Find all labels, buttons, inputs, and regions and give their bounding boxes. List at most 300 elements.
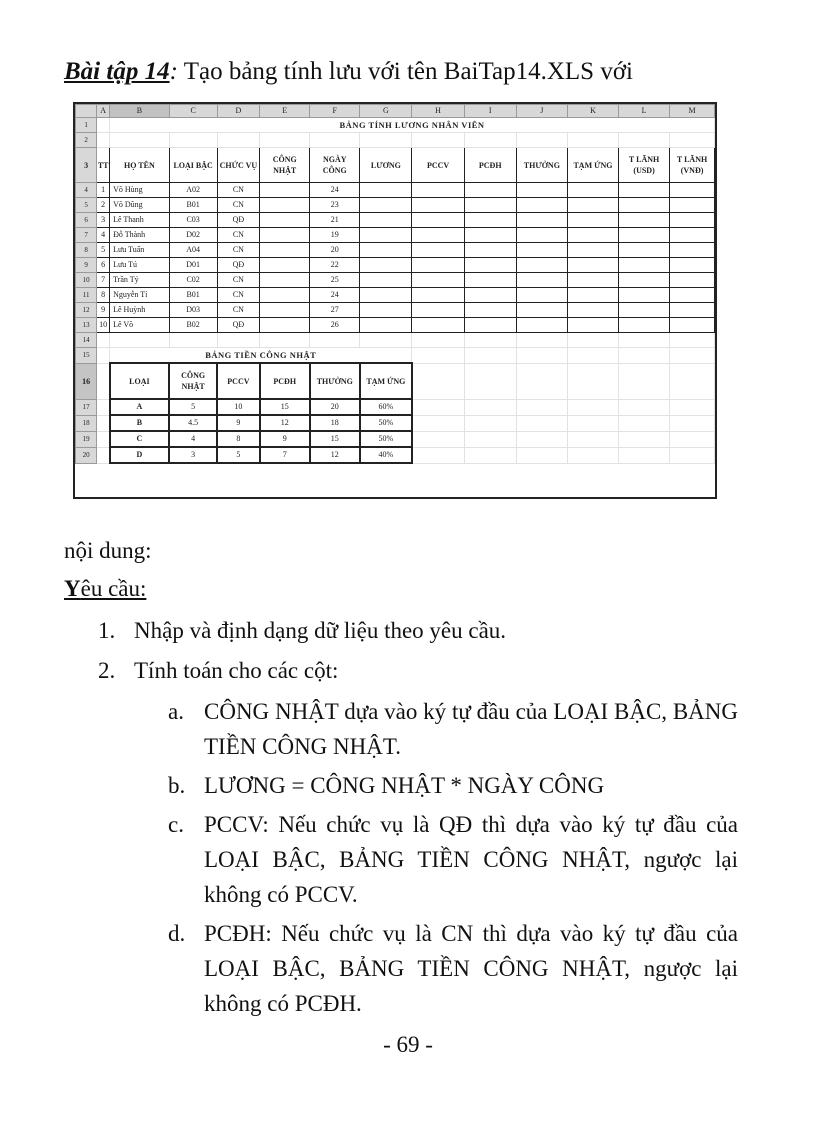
empty-cell (567, 288, 618, 303)
salary-column-header: HỌ TÊN (110, 148, 170, 183)
rate-cell: A (110, 399, 170, 415)
requirements-label-initial: Y (64, 576, 81, 601)
row-header: 10 (76, 273, 97, 288)
empty-cell (516, 318, 567, 333)
employee-row (76, 318, 715, 333)
rate-column-header: PCCV (217, 363, 260, 399)
empty-cell (360, 273, 412, 288)
rate-cell: 5 (169, 399, 217, 415)
employee-role: CN (217, 303, 260, 318)
employee-name: Đỗ Thành (110, 228, 170, 243)
sheet-cell (412, 348, 464, 364)
rate-column-header: THƯỞNG (310, 363, 360, 399)
empty-cell (516, 243, 567, 258)
employee-tt: 6 (97, 258, 110, 273)
empty-cell (619, 213, 670, 228)
sheet-cell (464, 133, 516, 148)
row-header: 12 (76, 303, 97, 318)
sheet-cell (464, 447, 516, 463)
employee-tt: 10 (97, 318, 110, 333)
rate-cell: 12 (310, 447, 360, 463)
empty-cell (360, 228, 412, 243)
empty-cell (619, 288, 670, 303)
row-header: 11 (76, 288, 97, 303)
column-header: B (110, 105, 170, 118)
rate-cell: 15 (260, 399, 310, 415)
empty-cell (619, 243, 670, 258)
employee-row (76, 198, 715, 213)
sheet-cell (516, 348, 567, 364)
sheet-cell (97, 447, 110, 463)
list-text: LƯƠNG = CÔNG NHẬT * NGÀY CÔNG (204, 773, 605, 798)
column-header: G (360, 105, 412, 118)
list-number: 1. (98, 618, 116, 643)
rate-cell: 5 (217, 447, 260, 463)
sheet-cell (567, 333, 618, 348)
employee-days: 22 (310, 258, 360, 273)
rate-cell: 4.5 (169, 415, 217, 431)
sheet-cell (516, 431, 567, 447)
requirements-label-rest: êu cầu: (80, 576, 147, 601)
sheet-cell (516, 333, 567, 348)
rate-row (76, 415, 715, 431)
rate-cell: 4 (169, 431, 217, 447)
calculation-list (168, 694, 738, 1025)
empty-cell (464, 198, 516, 213)
employee-tt: 1 (97, 183, 110, 198)
empty-cell (412, 288, 464, 303)
empty-cell (412, 183, 464, 198)
employee-days: 27 (310, 303, 360, 318)
empty-cell (360, 183, 412, 198)
employee-role: QĐ (217, 318, 260, 333)
rate-cell: 15 (310, 431, 360, 447)
empty-cell (567, 228, 618, 243)
row-header: 3 (76, 148, 97, 183)
sheet-cell (360, 333, 412, 348)
employee-days: 26 (310, 318, 360, 333)
employee-role: CN (217, 183, 260, 198)
employee-role: CN (217, 198, 260, 213)
sheet-cell (97, 415, 110, 431)
employee-row (76, 273, 715, 288)
sheet-cell (567, 133, 618, 148)
employee-row (76, 288, 715, 303)
sheet-row (76, 118, 715, 133)
sheet-row (76, 348, 715, 364)
sheet-cell (567, 415, 618, 431)
employee-name: Trần Tý (110, 273, 170, 288)
employee-days: 20 (310, 243, 360, 258)
rate-column-header: CÔNG NHẬT (169, 363, 217, 399)
rate-cell: 8 (217, 431, 260, 447)
empty-cell (670, 288, 715, 303)
empty-cell (567, 273, 618, 288)
sheet-cell (110, 133, 170, 148)
empty-cell (567, 318, 618, 333)
column-header-row (76, 105, 715, 118)
sheet-cell (670, 363, 715, 399)
empty-cell (670, 228, 715, 243)
sheet-cell (412, 333, 464, 348)
row-header: 16 (76, 363, 97, 399)
exercise-title: Bài tập 14 (64, 58, 170, 85)
rate-cell: 60% (360, 399, 412, 415)
sheet-cell (516, 447, 567, 463)
sheet-cell (97, 431, 110, 447)
rate-cell: 7 (260, 447, 310, 463)
employee-role: QĐ (217, 258, 260, 273)
empty-cell (516, 183, 567, 198)
sheet-cell (567, 348, 618, 364)
sheet-cell (567, 447, 618, 463)
empty-cell (619, 318, 670, 333)
empty-cell (619, 258, 670, 273)
employee-row (76, 258, 715, 273)
empty-cell (516, 303, 567, 318)
page-number: - 69 - (383, 1032, 433, 1057)
rate-row (76, 447, 715, 463)
employee-name: Lưu Tuấn (110, 243, 170, 258)
employee-tt: 4 (97, 228, 110, 243)
sheet-cell (619, 348, 670, 364)
rate-column-header: PCĐH (260, 363, 310, 399)
empty-cell (670, 273, 715, 288)
row-header: 14 (76, 333, 97, 348)
sheet-cell (260, 333, 310, 348)
rate-row (76, 431, 715, 447)
rate-column-header: TẠM ỨNG (360, 363, 412, 399)
rate-cell: 50% (360, 431, 412, 447)
sheet-cell (217, 133, 260, 148)
sheet-cell (464, 431, 516, 447)
empty-cell (567, 198, 618, 213)
empty-cell (464, 243, 516, 258)
salary-column-header: T LÃNH (VNĐ) (670, 148, 715, 183)
employee-tt: 5 (97, 243, 110, 258)
row-header: 4 (76, 183, 97, 198)
empty-cell (619, 198, 670, 213)
empty-cell (670, 258, 715, 273)
sheet-cell (97, 133, 110, 148)
empty-cell (260, 243, 310, 258)
rate-cell: 10 (217, 399, 260, 415)
exercise-title-colon: : (169, 58, 178, 85)
empty-cell (360, 258, 412, 273)
empty-cell (464, 213, 516, 228)
sheet-cell (97, 118, 110, 133)
sheet-row (76, 333, 715, 348)
empty-cell (412, 303, 464, 318)
employee-role: CN (217, 228, 260, 243)
sheet-cell (619, 133, 670, 148)
list-text: CÔNG NHẬT dựa vào ký tự đầu của LOẠI BẬC, BẢNG TIỀN CÔNG NHẬT. (204, 699, 738, 759)
salary-column-header: THƯỞNG (516, 148, 567, 183)
sheet-cell (169, 133, 217, 148)
empty-cell (619, 303, 670, 318)
employee-name: Võ Hùng (110, 183, 170, 198)
employee-rank: A04 (169, 243, 217, 258)
sheet-cell (97, 399, 110, 415)
sheet-cell (310, 133, 360, 148)
employee-rank: B02 (169, 318, 217, 333)
empty-cell (516, 198, 567, 213)
empty-cell (260, 303, 310, 318)
empty-cell (360, 243, 412, 258)
empty-cell (260, 198, 310, 213)
sheet-cell (567, 399, 618, 415)
empty-cell (619, 228, 670, 243)
sheet-cell (619, 399, 670, 415)
empty-cell (412, 318, 464, 333)
empty-cell (670, 213, 715, 228)
employee-name: Lưu Tú (110, 258, 170, 273)
empty-cell (567, 213, 618, 228)
employee-name: Nguyễn Tí (110, 288, 170, 303)
row-header: 9 (76, 258, 97, 273)
exercise-heading (64, 56, 764, 88)
empty-cell (567, 258, 618, 273)
continuation-text: nội dung: (64, 538, 152, 563)
list-text: Nhập và định dạng dữ liệu theo yêu cầu. (134, 618, 507, 643)
list-number: 2. (98, 658, 116, 683)
salary-column-header: CÔNG NHẬT (260, 148, 310, 183)
empty-cell (670, 183, 715, 198)
list-text: PCĐH: Nếu chức vụ là CN thì dựa vào ký tự đầu của LOẠI BẬC, BẢNG TIỀN CÔNG NHẬT, ngược lại không có PCĐH. (204, 921, 738, 1016)
rate-cell: 20 (310, 399, 360, 415)
empty-cell (260, 258, 310, 273)
salary-column-header: CHỨC VỤ (217, 148, 260, 183)
sheet-cell (464, 415, 516, 431)
employee-row (76, 213, 715, 228)
empty-cell (260, 273, 310, 288)
column-header: A (97, 105, 110, 118)
employee-role: CN (217, 243, 260, 258)
empty-cell (260, 318, 310, 333)
empty-cell (464, 273, 516, 288)
employee-days: 23 (310, 198, 360, 213)
empty-cell (412, 273, 464, 288)
column-header: E (260, 105, 310, 118)
employee-rank: C03 (169, 213, 217, 228)
empty-cell (360, 303, 412, 318)
empty-cell (516, 228, 567, 243)
rate-table-title: BẢNG TIỀN CÔNG NHẬT (110, 348, 412, 364)
empty-cell (260, 183, 310, 198)
sheet-cell (516, 415, 567, 431)
row-header: 2 (76, 133, 97, 148)
row-header: 19 (76, 431, 97, 447)
list-item (168, 807, 738, 912)
employee-name: Lê Thanh (110, 213, 170, 228)
salary-column-header: LOẠI BẬC (169, 148, 217, 183)
sheet-cell (464, 348, 516, 364)
sheet-cell (567, 431, 618, 447)
row-header: 8 (76, 243, 97, 258)
sheet-row (76, 133, 715, 148)
salary-column-header: PCĐH (464, 148, 516, 183)
sheet-cell (169, 333, 217, 348)
empty-cell (360, 213, 412, 228)
empty-cell (464, 288, 516, 303)
empty-cell (670, 303, 715, 318)
salary-header-row (76, 148, 715, 183)
empty-cell (516, 258, 567, 273)
row-header: 18 (76, 415, 97, 431)
empty-cell (670, 198, 715, 213)
empty-cell (360, 288, 412, 303)
sheet-cell (670, 447, 715, 463)
sheet-cell (412, 415, 464, 431)
employee-days: 25 (310, 273, 360, 288)
employee-role: CN (217, 288, 260, 303)
employee-rank: C02 (169, 273, 217, 288)
select-all-corner (76, 105, 97, 118)
sheet-cell (670, 431, 715, 447)
sheet-cell (412, 363, 464, 399)
rate-cell: 9 (217, 415, 260, 431)
column-header: J (516, 105, 567, 118)
empty-cell (412, 213, 464, 228)
sheet-cell (412, 447, 464, 463)
employee-rank: D03 (169, 303, 217, 318)
employee-rank: D02 (169, 228, 217, 243)
sheet-cell (412, 133, 464, 148)
employee-tt: 8 (97, 288, 110, 303)
empty-cell (567, 183, 618, 198)
list-item (168, 768, 738, 803)
sheet-cell (619, 447, 670, 463)
sheet-cell (97, 333, 110, 348)
sheet-cell (567, 363, 618, 399)
empty-cell (567, 243, 618, 258)
employee-rank: A02 (169, 183, 217, 198)
column-header: C (169, 105, 217, 118)
empty-cell (412, 258, 464, 273)
row-header: 13 (76, 318, 97, 333)
employee-row (76, 243, 715, 258)
employee-days: 19 (310, 228, 360, 243)
sheet-cell (464, 399, 516, 415)
empty-cell (360, 198, 412, 213)
column-header: H (412, 105, 464, 118)
sheet-cell (464, 333, 516, 348)
employee-row (76, 183, 715, 198)
employee-row (76, 303, 715, 318)
row-header: 1 (76, 118, 97, 133)
list-item (98, 656, 758, 686)
rate-cell: C (110, 431, 170, 447)
list-letter: a. (168, 699, 184, 724)
employee-rank: D01 (169, 258, 217, 273)
list-text: PCCV: Nếu chức vụ là QĐ thì dựa vào ký tự đầu của LOẠI BẬC, BẢNG TIỀN CÔNG NHẬT, ngược lại không có PCCV. (204, 812, 738, 907)
empty-cell (412, 198, 464, 213)
column-header: I (464, 105, 516, 118)
employee-tt: 3 (97, 213, 110, 228)
row-header: 5 (76, 198, 97, 213)
sheet-cell (619, 333, 670, 348)
empty-cell (260, 228, 310, 243)
sheet-cell (670, 333, 715, 348)
sheet-cell (260, 133, 310, 148)
empty-cell (464, 183, 516, 198)
sheet-cell (310, 333, 360, 348)
empty-cell (619, 273, 670, 288)
rate-cell: D (110, 447, 170, 463)
list-letter: b. (168, 773, 186, 798)
row-header: 6 (76, 213, 97, 228)
sheet-cell (619, 415, 670, 431)
rate-cell: B (110, 415, 170, 431)
exercise-intro: Tạo bảng tính lưu với tên BaiTap14.XLS với (177, 58, 633, 85)
employee-days: 24 (310, 183, 360, 198)
empty-cell (464, 228, 516, 243)
sheet-cell (217, 333, 260, 348)
salary-column-header: NGÀY CÔNG (310, 148, 360, 183)
row-header: 17 (76, 399, 97, 415)
list-letter: c. (168, 812, 184, 837)
employee-role: CN (217, 273, 260, 288)
employee-role: QĐ (217, 213, 260, 228)
list-item (168, 916, 738, 1021)
employee-name: Lê Huỳnh (110, 303, 170, 318)
employee-tt: 7 (97, 273, 110, 288)
rate-cell: 12 (260, 415, 310, 431)
rate-cell: 9 (260, 431, 310, 447)
rate-cell: 3 (169, 447, 217, 463)
employee-tt: 2 (97, 198, 110, 213)
row-header: 15 (76, 348, 97, 364)
sheet-cell (619, 431, 670, 447)
sheet-cell (516, 363, 567, 399)
salary-column-header: TẠM ỨNG (567, 148, 618, 183)
column-header: D (217, 105, 260, 118)
empty-cell (516, 213, 567, 228)
salary-column-header: TT (97, 148, 110, 183)
list-letter: d. (168, 921, 186, 946)
empty-cell (260, 288, 310, 303)
rate-header-row (76, 363, 715, 399)
requirements-list (98, 616, 758, 696)
empty-cell (412, 243, 464, 258)
empty-cell (516, 273, 567, 288)
employee-days: 21 (310, 213, 360, 228)
column-header: M (670, 105, 715, 118)
sheet-cell (670, 348, 715, 364)
sheet-cell (516, 399, 567, 415)
empty-cell (360, 318, 412, 333)
empty-cell (619, 183, 670, 198)
rate-cell: 50% (360, 415, 412, 431)
list-text: Tính toán cho các cột: (134, 658, 339, 683)
rate-cell: 18 (310, 415, 360, 431)
column-header: L (619, 105, 670, 118)
sheet-cell (110, 333, 170, 348)
sheet-cell (516, 133, 567, 148)
sheet-cell (360, 133, 412, 148)
empty-cell (412, 228, 464, 243)
column-header: K (567, 105, 618, 118)
sheet-cell (670, 133, 715, 148)
rate-column-header: LOẠI (110, 363, 170, 399)
sheet-cell (97, 363, 110, 399)
employee-rank: B01 (169, 198, 217, 213)
employee-name: Võ Dũng (110, 198, 170, 213)
sheet-cell (464, 363, 516, 399)
list-item (168, 694, 738, 764)
employee-tt: 9 (97, 303, 110, 318)
rate-cell: 40% (360, 447, 412, 463)
